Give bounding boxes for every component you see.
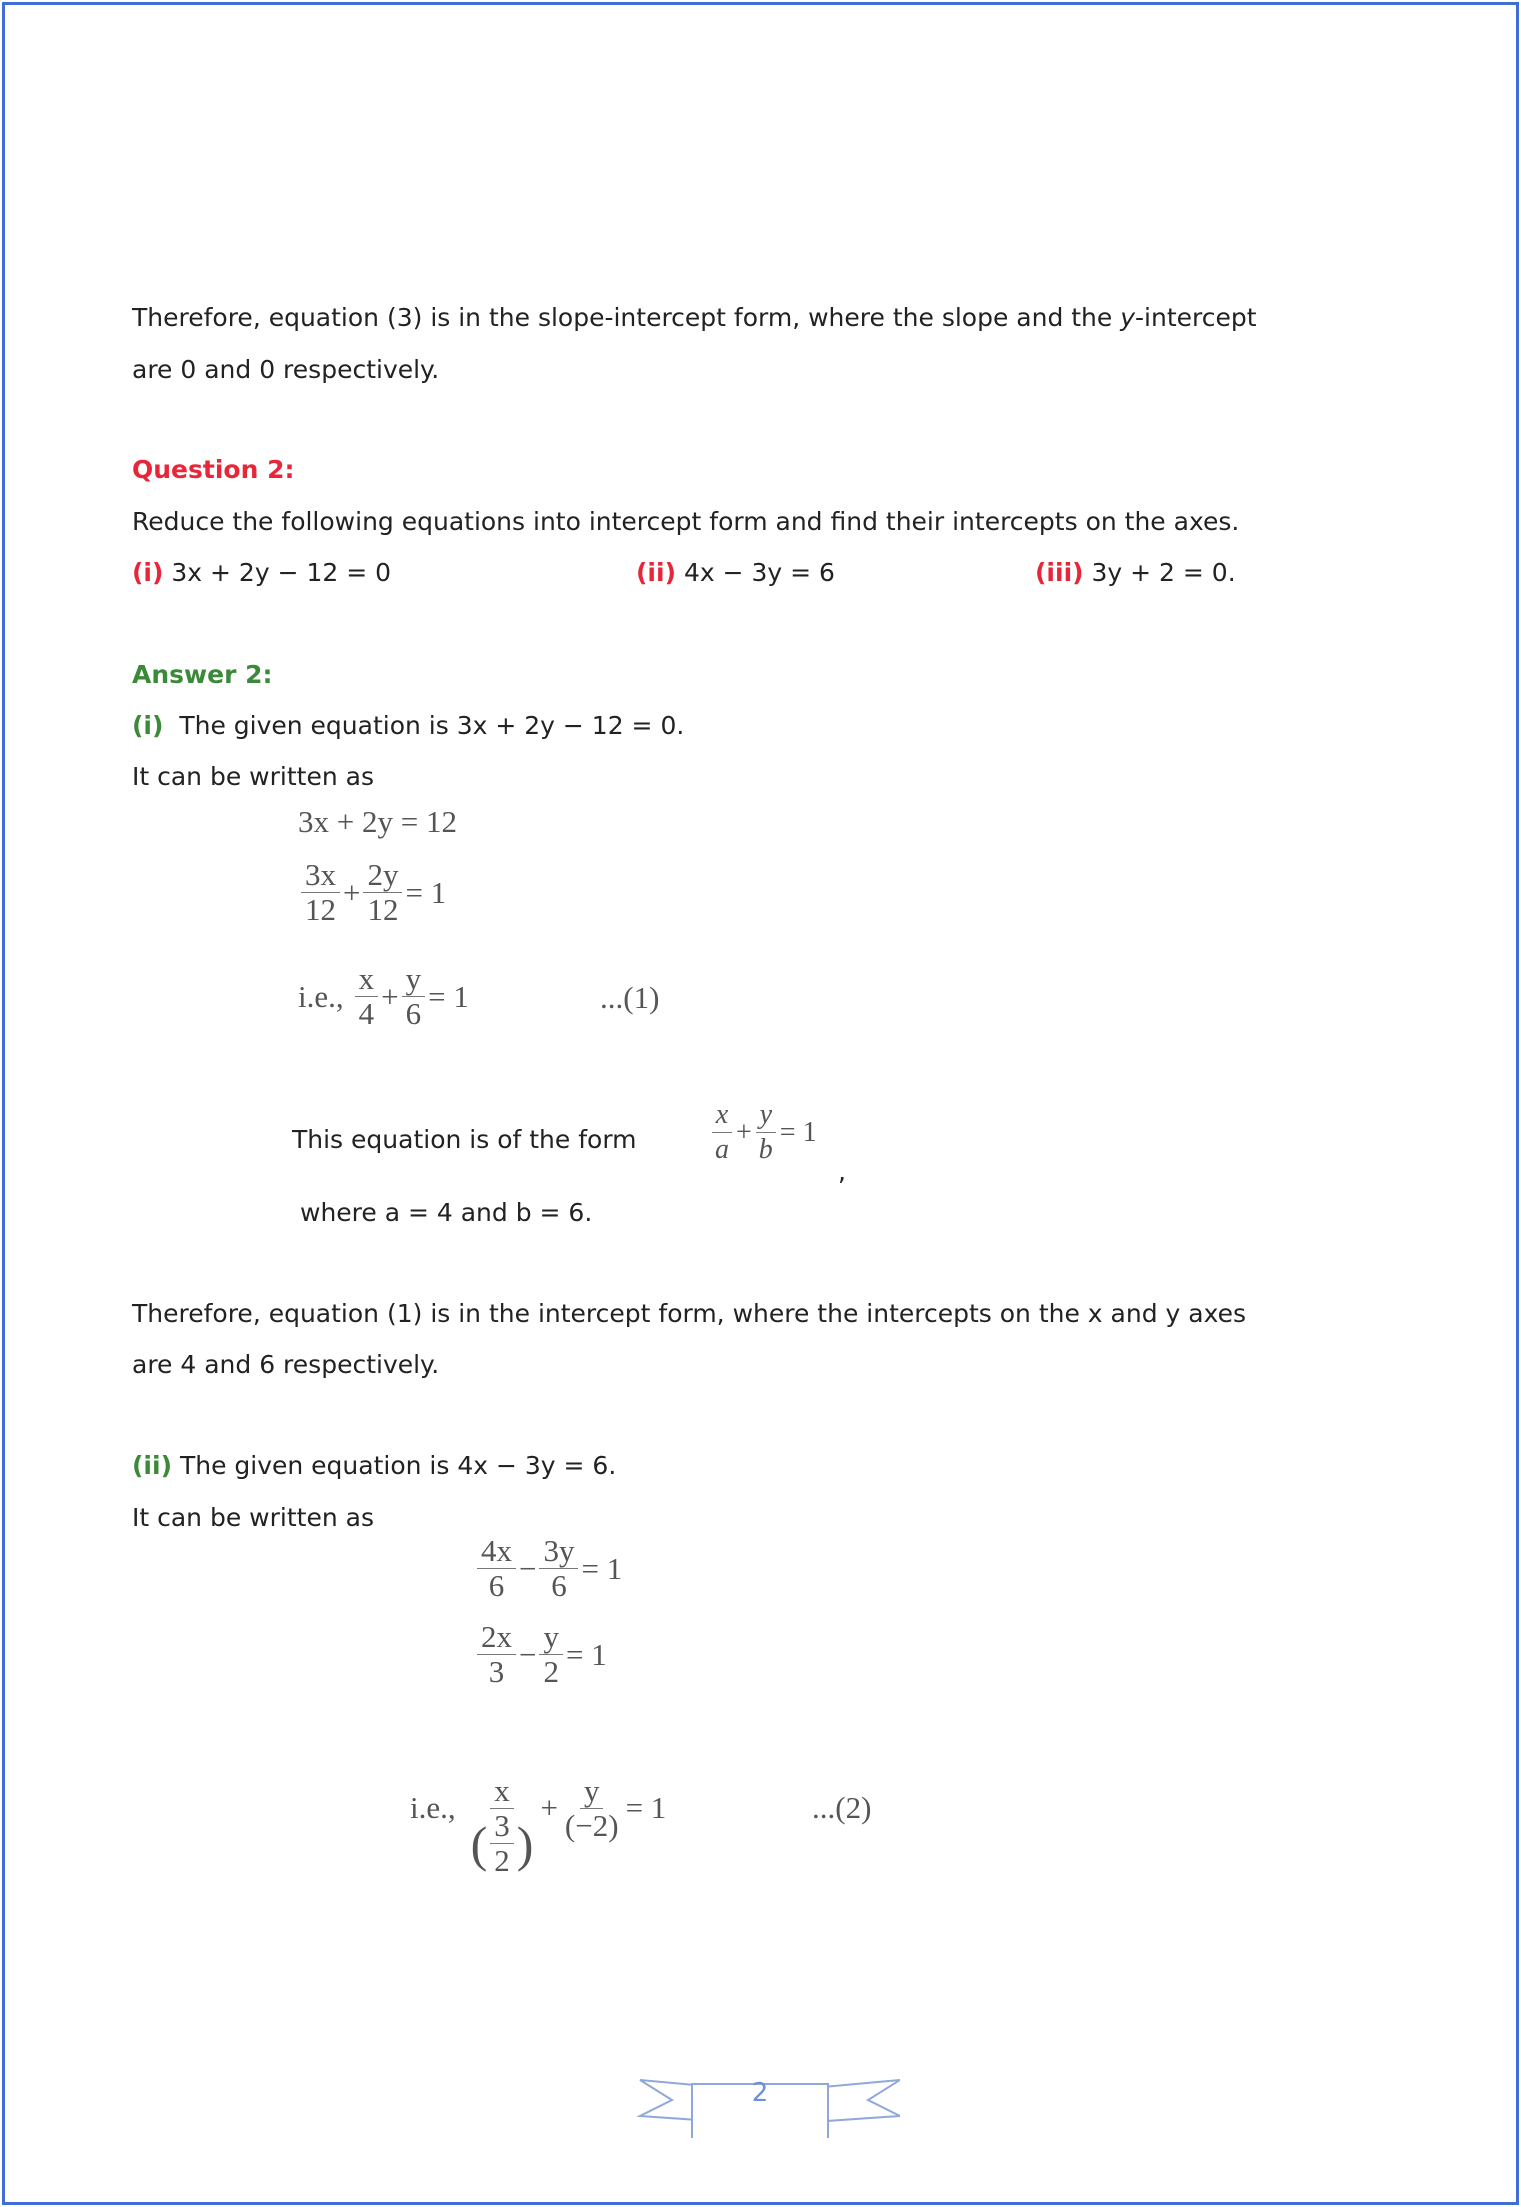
numerator: y [539, 1620, 563, 1655]
text: The given equation is 3x + 2y − 12 = 0. [179, 711, 685, 740]
paren: ) [516, 1815, 534, 1872]
denominator: 6 [551, 1568, 567, 1603]
conclusion-i-2: are 4 and 6 respectively. [132, 1350, 440, 1379]
answer-ii-intro [132, 1449, 616, 1483]
equation-fraction [298, 858, 446, 927]
numerator: 4x [477, 1534, 516, 1569]
fraction [539, 1534, 578, 1603]
denominator: 6 [405, 996, 422, 1031]
denominator: 12 [367, 892, 399, 927]
denominator [467, 1809, 538, 1878]
numerator: y [580, 1774, 604, 1809]
denominator: 6 [488, 1568, 505, 1603]
numerator: y [756, 1098, 776, 1133]
part-label: (ii) [132, 1451, 172, 1480]
equation: 3y + 2 = 0. [1091, 558, 1236, 587]
numerator: x [355, 962, 379, 997]
equation-line: 3x + 2y = 12 [298, 804, 457, 839]
form-text: This equation is of the form [292, 1125, 637, 1154]
text: -intercept [1135, 303, 1257, 332]
fraction [363, 858, 402, 927]
comma: , [838, 1157, 846, 1186]
numerator: 2y [363, 858, 402, 893]
denominator: 4 [358, 996, 375, 1031]
equation-intercept-2 [410, 1774, 666, 1878]
paragraph-slope-conclusion [132, 301, 1257, 335]
denominator: 2 [494, 1843, 510, 1878]
part-label: (i) [132, 558, 164, 587]
numerator: 2x [477, 1620, 516, 1655]
answer-i-written: It can be written as [132, 762, 374, 791]
part-label: (i) [132, 711, 164, 740]
ie-label: i.e., [298, 978, 344, 1014]
ie-label: i.e., [410, 1790, 456, 1825]
equals-one: = 1 [405, 874, 447, 910]
operator: − [519, 1636, 537, 1672]
equation-intercept-1 [298, 962, 469, 1031]
fraction [301, 858, 340, 927]
paren: ( [470, 1815, 488, 1872]
equation: 4x − 3y = 6 [683, 558, 835, 587]
fraction [477, 1620, 516, 1689]
equation-fraction-ii-2 [474, 1620, 607, 1689]
equation-ref-1: ...(1) [600, 980, 660, 1015]
denominator: (−2) [564, 1808, 619, 1843]
question-title: Question 2: [132, 455, 295, 484]
question-part-ii [636, 556, 835, 590]
question-text: Reduce the following equations into intercept form and find their intercepts on the axes. [132, 507, 1240, 536]
fraction [355, 962, 379, 1031]
operator: − [519, 1550, 537, 1586]
text: The given equation is 4x − 3y = 6. [179, 1451, 617, 1480]
fraction [539, 1620, 563, 1689]
numerator: 3 [490, 1809, 514, 1844]
answer-title: Answer 2: [132, 660, 273, 689]
equation: 3x + 2y − 12 = 0 [171, 558, 392, 587]
answer-i-intro [132, 709, 684, 743]
question-part-iii [1035, 556, 1236, 590]
denominator: 2 [543, 1654, 559, 1689]
fraction [711, 1098, 733, 1167]
equals-one: = 1 [625, 1790, 667, 1825]
denominator: 3 [488, 1654, 505, 1689]
part-label: (ii) [636, 558, 676, 587]
numerator: x [712, 1098, 732, 1133]
fraction [402, 962, 426, 1031]
equals-one: = 1 [581, 1550, 623, 1586]
text: y [1120, 303, 1136, 332]
answer-ii-written: It can be written as [132, 1503, 374, 1532]
equals-one: = 1 [565, 1636, 607, 1672]
fraction [490, 1809, 514, 1878]
operator: + [540, 1790, 558, 1825]
conclusion-i: Therefore, equation (1) is in the intercept form, where the intercepts on the x and y axes [132, 1299, 1247, 1328]
fraction [477, 1534, 516, 1603]
denominator: b [758, 1134, 773, 1165]
part-label: (iii) [1035, 558, 1084, 587]
fraction [755, 1098, 777, 1167]
fraction [467, 1774, 538, 1878]
numerator: x [490, 1774, 514, 1809]
equals-one: = 1 [779, 1116, 817, 1148]
page-number-ribbon [620, 2058, 900, 2138]
operator: + [343, 874, 361, 910]
text: Therefore, equation (3) is in the slope-intercept form, where the slope and the [132, 303, 1121, 332]
fraction [561, 1774, 623, 1843]
operator: + [736, 1116, 752, 1148]
equation-ref-2: ...(2) [812, 1790, 872, 1825]
where-text: where a = 4 and b = 6. [300, 1198, 593, 1227]
equation-fraction-ii-1 [474, 1534, 622, 1603]
equals-one: = 1 [428, 978, 469, 1014]
paragraph-slope-conclusion-2: are 0 and 0 respectively. [132, 355, 440, 384]
denominator: 12 [305, 892, 336, 927]
general-intercept-form [708, 1098, 817, 1167]
operator: + [381, 978, 399, 1014]
numerator: y [402, 962, 426, 997]
question-part-i [132, 556, 391, 590]
numerator: 3x [301, 858, 340, 893]
numerator: 3y [539, 1534, 578, 1569]
denominator: a [715, 1134, 729, 1165]
page-number: 2 [751, 2078, 769, 2108]
